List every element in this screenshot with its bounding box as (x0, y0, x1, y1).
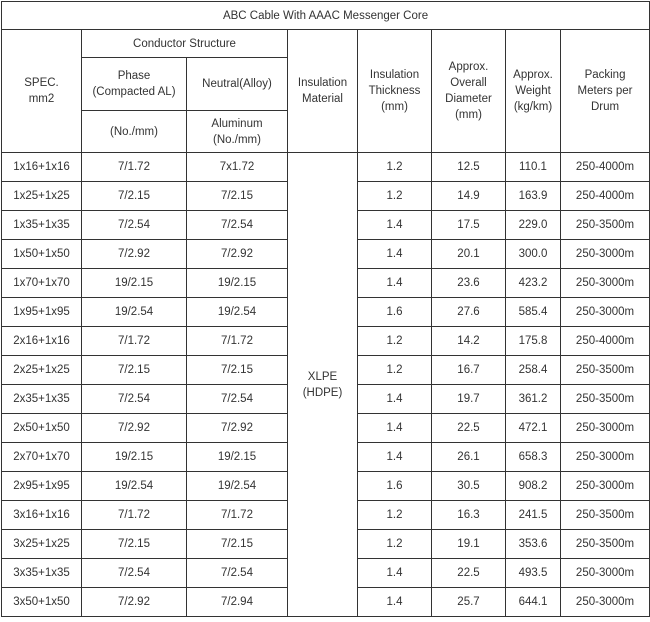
header-conductor-structure: Conductor Structure (82, 30, 288, 58)
abc-cable-spec-table (1, 1, 650, 617)
cell-insulation-thickness: 1.4 (358, 414, 432, 443)
cell-spec: 3x35+1x35 (2, 559, 82, 588)
cell-weight: 658.3 (506, 443, 561, 472)
cell-overall-diameter: 19.7 (432, 385, 506, 414)
cell-spec: 3x50+1x50 (2, 588, 82, 617)
cell-neutral: 7/1.72 (187, 327, 288, 356)
cell-overall-diameter: 16.3 (432, 501, 506, 530)
cell-packing: 250-4000m (561, 327, 650, 356)
cell-neutral: 19/2.15 (187, 443, 288, 472)
cell-phase: 19/2.15 (82, 443, 187, 472)
cell-insulation-thickness: 1.6 (358, 472, 432, 501)
cell-phase: 7/2.92 (82, 588, 187, 617)
cell-insulation-thickness: 1.2 (358, 530, 432, 559)
cell-packing: 250-3000m (561, 269, 650, 298)
cell-spec: 1x70+1x70 (2, 269, 82, 298)
cell-weight: 423.2 (506, 269, 561, 298)
cell-neutral: 7/2.15 (187, 356, 288, 385)
cell-spec: 1x16+1x16 (2, 153, 82, 182)
cell-spec: 2x50+1x50 (2, 414, 82, 443)
cell-phase: 7/1.72 (82, 327, 187, 356)
cell-packing: 250-3500m (561, 530, 650, 559)
cell-overall-diameter: 19.1 (432, 530, 506, 559)
cell-phase: 7/2.54 (82, 559, 187, 588)
cell-packing: 250-3500m (561, 385, 650, 414)
header-neutral-unit: Aluminum (No./mm) (187, 111, 288, 153)
cell-phase: 7/2.54 (82, 385, 187, 414)
cell-insulation-thickness: 1.4 (358, 443, 432, 472)
cell-packing: 250-3000m (561, 240, 650, 269)
cell-insulation-thickness: 1.2 (358, 327, 432, 356)
cell-overall-diameter: 16.7 (432, 356, 506, 385)
header-insulation-thickness: Insulation Thickness (mm) (358, 30, 432, 153)
cell-overall-diameter: 25.7 (432, 588, 506, 617)
cell-weight: 258.4 (506, 356, 561, 385)
cell-weight: 110.1 (506, 153, 561, 182)
cell-spec: 1x35+1x35 (2, 211, 82, 240)
cell-phase: 19/2.54 (82, 298, 187, 327)
cell-overall-diameter: 30.5 (432, 472, 506, 501)
cell-packing: 250-3500m (561, 356, 650, 385)
cell-packing: 250-3000m (561, 559, 650, 588)
cell-spec: 3x25+1x25 (2, 530, 82, 559)
cell-insulation-thickness: 1.6 (358, 298, 432, 327)
cell-insulation-thickness: 1.4 (358, 269, 432, 298)
cell-packing: 250-4000m (561, 182, 650, 211)
cell-weight: 361.2 (506, 385, 561, 414)
cell-weight: 241.5 (506, 501, 561, 530)
cell-neutral: 7/2.92 (187, 414, 288, 443)
cell-neutral: 7x1.72 (187, 153, 288, 182)
cell-packing: 250-3000m (561, 298, 650, 327)
cell-neutral: 7/2.54 (187, 559, 288, 588)
cell-spec: 3x16+1x16 (2, 501, 82, 530)
cell-insulation-thickness: 1.2 (358, 501, 432, 530)
cell-spec: 2x95+1x95 (2, 472, 82, 501)
cell-neutral: 7/2.54 (187, 385, 288, 414)
cell-weight: 493.5 (506, 559, 561, 588)
cell-phase: 7/2.92 (82, 240, 187, 269)
cell-spec: 1x95+1x95 (2, 298, 82, 327)
cell-neutral: 7/2.54 (187, 211, 288, 240)
cell-neutral: 7/2.15 (187, 530, 288, 559)
cell-overall-diameter: 12.5 (432, 153, 506, 182)
cell-weight: 353.6 (506, 530, 561, 559)
cell-insulation-material: XLPE (HDPE) (288, 153, 358, 617)
cell-phase: 7/2.15 (82, 182, 187, 211)
cell-neutral: 7/1.72 (187, 501, 288, 530)
cell-insulation-thickness: 1.4 (358, 240, 432, 269)
cell-insulation-thickness: 1.4 (358, 385, 432, 414)
cell-insulation-thickness: 1.4 (358, 559, 432, 588)
cell-phase: 7/2.54 (82, 211, 187, 240)
cell-phase: 7/2.15 (82, 530, 187, 559)
header-row-1 (2, 30, 650, 58)
cell-insulation-thickness: 1.4 (358, 211, 432, 240)
table-row (2, 153, 650, 182)
header-packing: Packing Meters per Drum (561, 30, 650, 153)
cell-packing: 250-3000m (561, 414, 650, 443)
cell-spec: 2x25+1x25 (2, 356, 82, 385)
cell-spec: 2x16+1x16 (2, 327, 82, 356)
title-row (2, 2, 650, 30)
cell-spec: 1x50+1x50 (2, 240, 82, 269)
cell-packing: 250-3500m (561, 211, 650, 240)
cell-phase: 19/2.15 (82, 269, 187, 298)
cell-overall-diameter: 22.5 (432, 559, 506, 588)
header-neutral: Neutral(Alloy) (187, 58, 288, 111)
cell-spec: 2x70+1x70 (2, 443, 82, 472)
cell-weight: 175.8 (506, 327, 561, 356)
cell-overall-diameter: 14.9 (432, 182, 506, 211)
cell-overall-diameter: 22.5 (432, 414, 506, 443)
cell-weight: 300.0 (506, 240, 561, 269)
cell-neutral: 7/2.15 (187, 182, 288, 211)
cell-overall-diameter: 26.1 (432, 443, 506, 472)
cell-overall-diameter: 20.1 (432, 240, 506, 269)
cell-insulation-thickness: 1.4 (358, 588, 432, 617)
header-insulation-material: Insulation Material (288, 30, 358, 153)
cell-packing: 250-4000m (561, 153, 650, 182)
table-title: ABC Cable With AAAC Messenger Core (2, 2, 650, 30)
cell-packing: 250-3000m (561, 588, 650, 617)
cell-weight: 585.4 (506, 298, 561, 327)
header-phase-unit: (No./mm) (82, 111, 187, 153)
header-phase: Phase (Compacted AL) (82, 58, 187, 111)
header-overall-diameter: Approx. Overall Diameter (mm) (432, 30, 506, 153)
cell-overall-diameter: 14.2 (432, 327, 506, 356)
cell-neutral: 7/2.92 (187, 240, 288, 269)
header-spec: SPEC. mm2 (2, 30, 82, 153)
cell-weight: 644.1 (506, 588, 561, 617)
cell-weight: 229.0 (506, 211, 561, 240)
cell-phase: 7/1.72 (82, 501, 187, 530)
cell-spec: 1x25+1x25 (2, 182, 82, 211)
cell-insulation-thickness: 1.2 (358, 356, 432, 385)
cell-packing: 250-3500m (561, 501, 650, 530)
cell-packing: 250-3000m (561, 472, 650, 501)
cell-phase: 7/1.72 (82, 153, 187, 182)
cell-packing: 250-3000m (561, 443, 650, 472)
cell-overall-diameter: 23.6 (432, 269, 506, 298)
cell-neutral: 19/2.54 (187, 472, 288, 501)
cell-phase: 7/2.15 (82, 356, 187, 385)
cell-insulation-thickness: 1.2 (358, 153, 432, 182)
cell-weight: 908.2 (506, 472, 561, 501)
header-weight: Approx. Weight (kg/km) (506, 30, 561, 153)
cell-weight: 472.1 (506, 414, 561, 443)
cell-overall-diameter: 17.5 (432, 211, 506, 240)
cell-phase: 19/2.54 (82, 472, 187, 501)
cell-neutral: 19/2.54 (187, 298, 288, 327)
cell-weight: 163.9 (506, 182, 561, 211)
cell-neutral: 7/2.94 (187, 588, 288, 617)
cell-overall-diameter: 27.6 (432, 298, 506, 327)
cell-neutral: 19/2.15 (187, 269, 288, 298)
cell-phase: 7/2.92 (82, 414, 187, 443)
cell-insulation-thickness: 1.2 (358, 182, 432, 211)
cell-spec: 2x35+1x35 (2, 385, 82, 414)
